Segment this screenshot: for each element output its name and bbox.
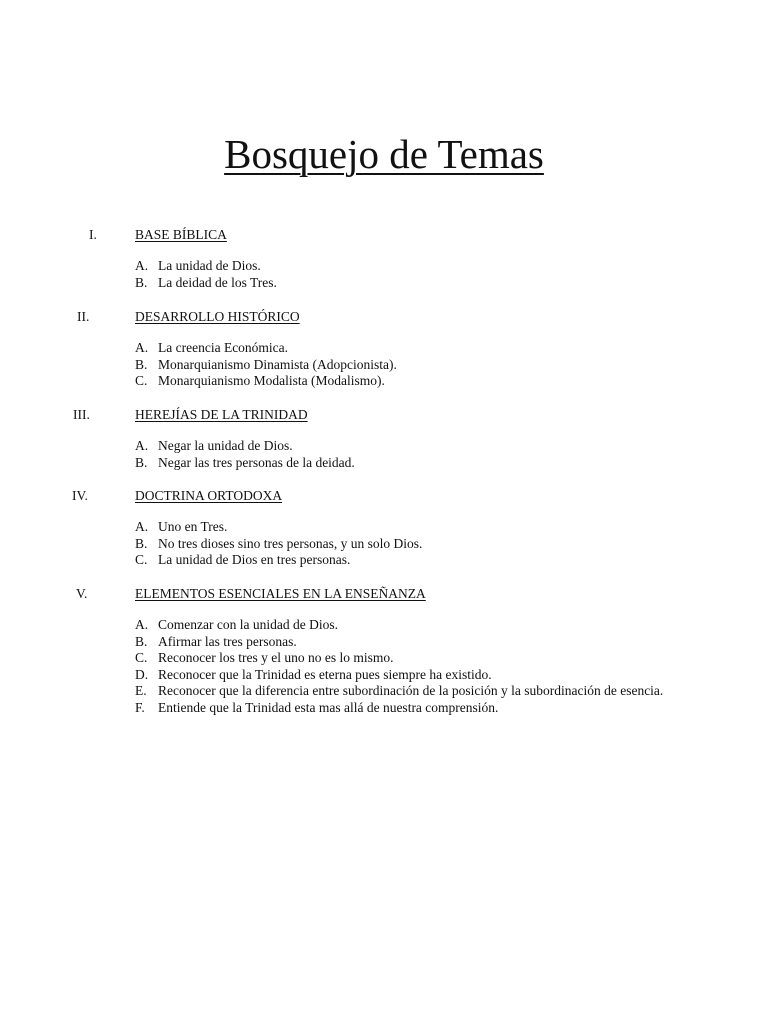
outline-item xyxy=(135,536,422,553)
item-letter: B. xyxy=(135,454,148,470)
item-letter: C. xyxy=(135,373,148,388)
outline-item xyxy=(135,275,277,292)
outline-item xyxy=(135,519,422,536)
item-letter: B. xyxy=(135,356,148,372)
item-text: Entiende que la Trinidad esta mas allá de nuestra comprensión. xyxy=(158,699,499,715)
item-text: La creencia Económica. xyxy=(158,340,289,355)
section-numeral: III. xyxy=(73,407,90,422)
item-letter: A. xyxy=(135,617,149,632)
document-title xyxy=(0,128,768,180)
outline-item xyxy=(135,650,663,667)
item-text: Afirmar las tres personas. xyxy=(158,633,297,649)
outline-item xyxy=(135,700,663,717)
outline-item xyxy=(135,683,663,700)
item-letter: A. xyxy=(135,258,149,273)
section-numeral: IV. xyxy=(72,488,88,503)
item-text: Negar la unidad de Dios. xyxy=(158,438,293,453)
item-letter: D. xyxy=(135,666,149,682)
section-items xyxy=(135,340,397,390)
section-heading: ELEMENTOS ESENCIALES EN LA ENSEÑANZA xyxy=(135,586,426,601)
section-heading: HEREJÍAS DE LA TRINIDAD xyxy=(135,407,308,422)
item-letter: A. xyxy=(135,519,149,534)
outline-item xyxy=(135,438,355,455)
item-letter: C. xyxy=(135,552,148,567)
item-text: Reconocer que la Trinidad es eterna pues siempre ha existido. xyxy=(158,666,492,682)
item-text: Monarquianismo Modalista (Modalismo). xyxy=(158,373,385,388)
outline-item xyxy=(135,617,663,634)
item-text: Monarquianismo Dinamista (Adopcionista). xyxy=(158,356,397,372)
item-text: La unidad de Dios. xyxy=(158,258,261,273)
item-text: Uno en Tres. xyxy=(158,519,228,534)
section-heading: DOCTRINA ORTODOXA xyxy=(135,488,283,503)
section-numeral: I. xyxy=(89,227,97,242)
outline-item xyxy=(135,455,355,472)
section-heading: BASE BÍBLICA xyxy=(135,227,227,242)
outline-item xyxy=(135,373,397,390)
outline-item xyxy=(135,357,397,374)
item-text: La deidad de los Tres. xyxy=(158,274,277,290)
item-text: Reconocer que la diferencia entre subordinación de la posición y la subordinación de esencia. xyxy=(158,683,664,698)
section-numeral: II. xyxy=(77,309,90,324)
outline-item xyxy=(135,634,663,651)
section-numeral: V. xyxy=(76,586,88,601)
outline-item xyxy=(135,258,277,275)
item-text: Negar las tres personas de la deidad. xyxy=(158,454,355,470)
item-text: Reconocer los tres y el uno no es lo mismo. xyxy=(158,650,394,665)
section-items xyxy=(135,258,277,291)
item-letter: A. xyxy=(135,340,149,355)
item-letter: F. xyxy=(135,699,145,715)
item-letter: A. xyxy=(135,438,149,453)
item-text: La unidad de Dios en tres personas. xyxy=(158,552,351,567)
section-items xyxy=(135,519,422,569)
item-letter: B. xyxy=(135,633,148,649)
item-text: Comenzar con la unidad de Dios. xyxy=(158,617,338,632)
outline-item xyxy=(135,667,663,684)
section-items xyxy=(135,438,355,471)
section-items xyxy=(135,617,663,716)
item-letter: E. xyxy=(135,683,147,698)
item-text: No tres dioses sino tres personas, y un solo Dios. xyxy=(158,535,423,551)
document-title-text: Bosquejo de Temas xyxy=(224,131,544,177)
outline-item xyxy=(135,552,422,569)
item-letter: B. xyxy=(135,274,148,290)
item-letter: C. xyxy=(135,650,148,665)
outline-item xyxy=(135,340,397,357)
item-letter: B. xyxy=(135,535,148,551)
section-heading: DESARROLLO HISTÓRICO xyxy=(135,309,300,324)
